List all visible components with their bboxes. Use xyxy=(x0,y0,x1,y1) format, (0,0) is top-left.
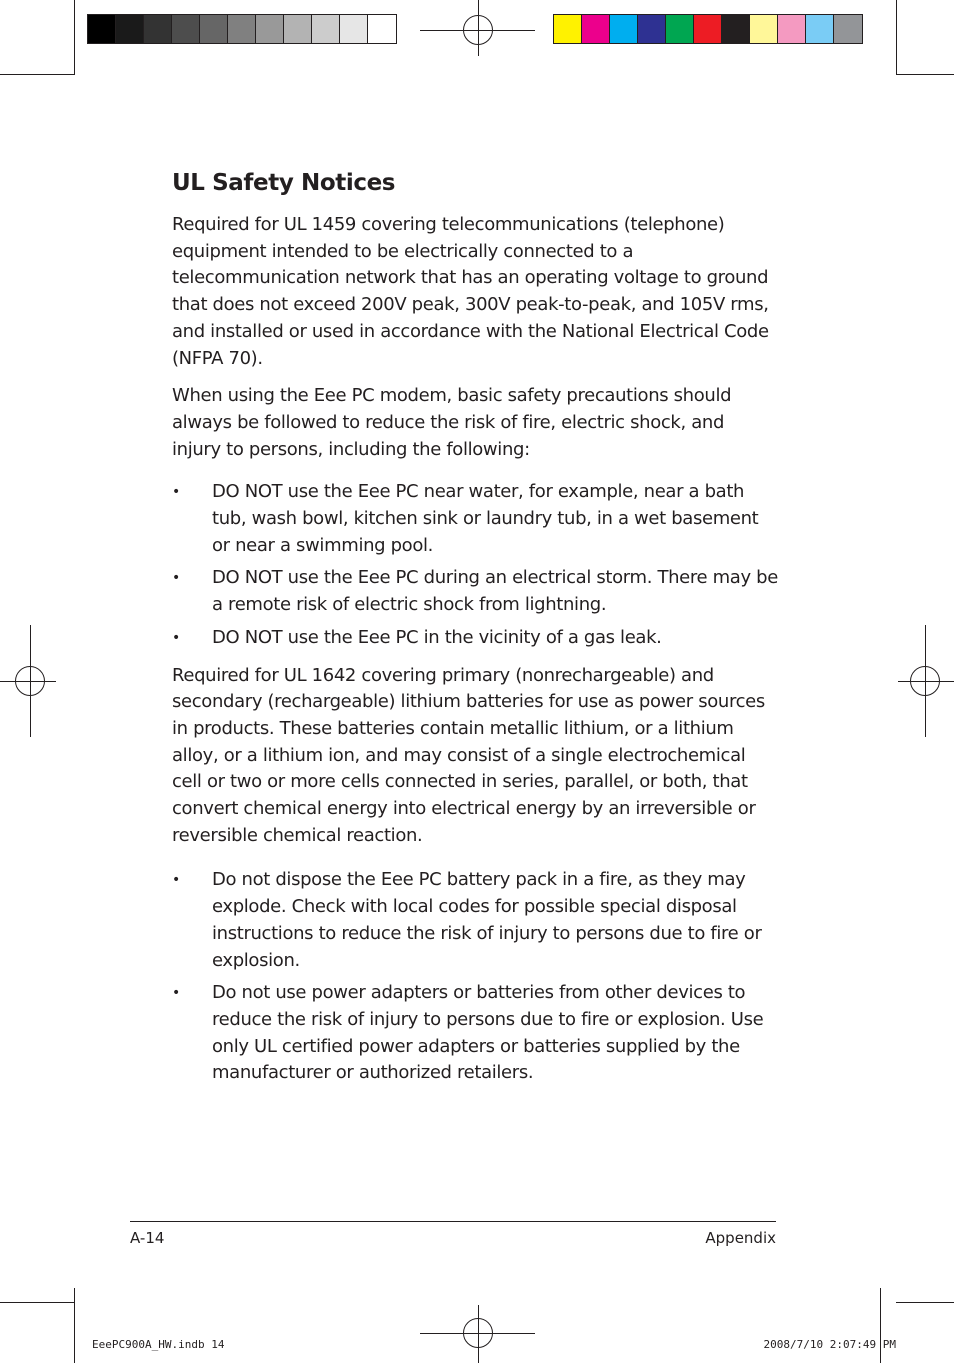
color-swatch xyxy=(834,15,862,43)
paragraph-ul1459: Required for UL 1459 covering telecommunications (telephone) equipment intended to be electrically connected to a telecommunication network that has an operating voltage to ground that does not exceed 200V peak, 300V peak-to-peak, and 105V rms, and installed or used in accordance with the National Electrical Code (NFPA 70). xyxy=(172,214,769,369)
page-title: UL Safety Notices xyxy=(172,170,396,196)
color-swatch xyxy=(200,15,228,43)
color-swatch xyxy=(638,15,666,43)
color-swatch xyxy=(172,15,200,43)
gray-calibration-bar xyxy=(87,14,397,44)
modem-precautions-list xyxy=(172,479,778,651)
color-swatch xyxy=(312,15,340,43)
color-swatch xyxy=(284,15,312,43)
footer-divider xyxy=(130,1221,776,1222)
color-swatch xyxy=(88,15,116,43)
bullet-icon: • xyxy=(172,872,180,889)
bullet-icon: • xyxy=(172,570,180,587)
color-swatch xyxy=(340,15,368,43)
bullet-icon: • xyxy=(172,629,180,646)
list-item: • Do not use power adapters or batteries from other devices to reduce the risk of injury to persons due to fire or explosion. Use only UL certified power adapters or batteries supplied by the manufacturer or authorized retailers. xyxy=(172,982,764,1084)
paragraph-ul1642: Required for UL 1642 covering primary (nonrechargeable) and secondary (rechargeable) lithium batteries for use as power sources in products. These batteries contain metallic lithium, or a lithium alloy, or a lithium ion, and may consist of a single electrochemical cell or two or more cells connected in series, parallel, or both, that convert chemical energy into electrical energy by an irreversible or reversible chemical reaction. xyxy=(172,664,765,846)
color-swatch xyxy=(582,15,610,43)
color-swatch xyxy=(694,15,722,43)
color-swatch xyxy=(778,15,806,43)
color-calibration-bar xyxy=(553,14,863,44)
document-body xyxy=(172,170,778,1098)
section-name: Appendix xyxy=(705,1229,776,1247)
print-slug-filename: EeePC900A_HW.indb 14 xyxy=(92,1338,225,1351)
page-number: A-14 xyxy=(130,1229,165,1247)
color-swatch xyxy=(256,15,284,43)
print-slug-timestamp: 2008/7/10 2:07:49 PM xyxy=(763,1338,896,1351)
color-swatch xyxy=(610,15,638,43)
color-swatch xyxy=(806,15,834,43)
color-swatch xyxy=(144,15,172,43)
color-swatch xyxy=(666,15,694,43)
bullet-icon: • xyxy=(172,985,180,1002)
color-swatch xyxy=(368,15,396,43)
bullet-icon: • xyxy=(172,484,180,501)
list-item: • DO NOT use the Eee PC in the vicinity of a gas leak. xyxy=(172,625,778,652)
color-swatch xyxy=(228,15,256,43)
color-swatch xyxy=(116,15,144,43)
list-item: • DO NOT use the Eee PC near water, for example, near a bath tub, wash bowl, kitchen sink or laundry tub, in a wet basement or near a swimming pool. xyxy=(172,481,759,556)
color-swatch xyxy=(554,15,582,43)
list-item: • Do not dispose the Eee PC battery pack in a fire, as they may explode. Check with local codes for possible special disposal instructions to reduce the risk of injury to persons due to fire or explosion. xyxy=(172,869,762,971)
battery-precautions-list xyxy=(172,867,778,1087)
color-swatch xyxy=(722,15,750,43)
list-item: • DO NOT use the Eee PC during an electrical storm. There may be a remote risk of electric shock from lightning. xyxy=(172,567,778,616)
paragraph-modem-precautions: When using the Eee PC modem, basic safety precautions should always be followed to reduce the risk of fire, electric shock, and injury to persons, including the following: xyxy=(172,385,732,460)
color-swatch xyxy=(750,15,778,43)
